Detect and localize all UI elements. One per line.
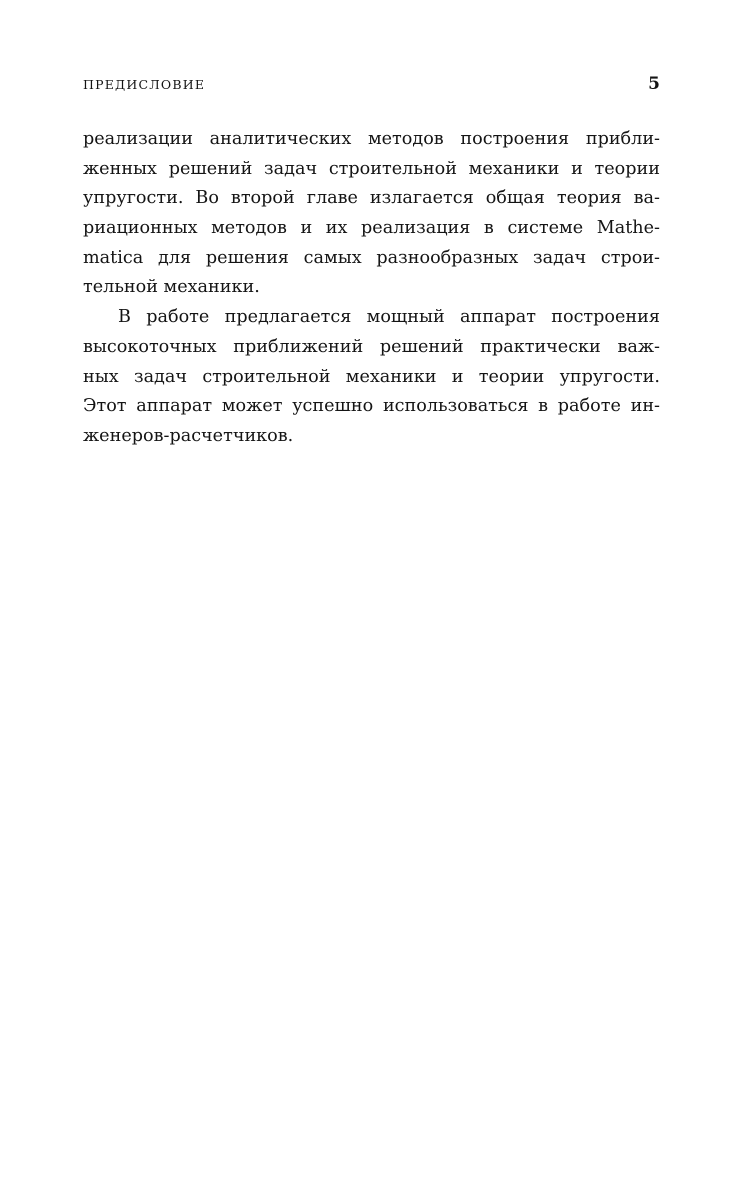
section-title: ПРЕДИСЛОВИЕ [83, 77, 206, 92]
text-line: В работе предлагается мощный аппарат построения [118, 307, 660, 328]
paragraph-1 [83, 125, 660, 303]
text-line: Этот аппарат может успешно использоваться в работе ин- [83, 396, 660, 417]
text-line: высокоточных приближений решений практически важ- [83, 336, 660, 357]
text-line: женных решений задач строительной механики и теории [83, 158, 660, 179]
text-line: тельной механики. [83, 277, 260, 298]
text-line: реализации аналитических методов построения прибли- [83, 129, 660, 149]
text-line: женеров-расчетчиков. [83, 425, 294, 446]
text-line: ных задач строительной механики и теории упругости. [83, 366, 660, 387]
text-line: matica для решения самых разнообразных задач строи- [83, 247, 660, 268]
page-number: 5 [648, 74, 660, 94]
body-text [83, 125, 660, 452]
running-head [83, 74, 663, 96]
text-line: риационных методов и их реализация в системе Mathe- [83, 218, 660, 239]
paragraph-2 [83, 303, 660, 451]
text-line: упругости. Во второй главе излагается общая теория ва- [83, 188, 660, 209]
